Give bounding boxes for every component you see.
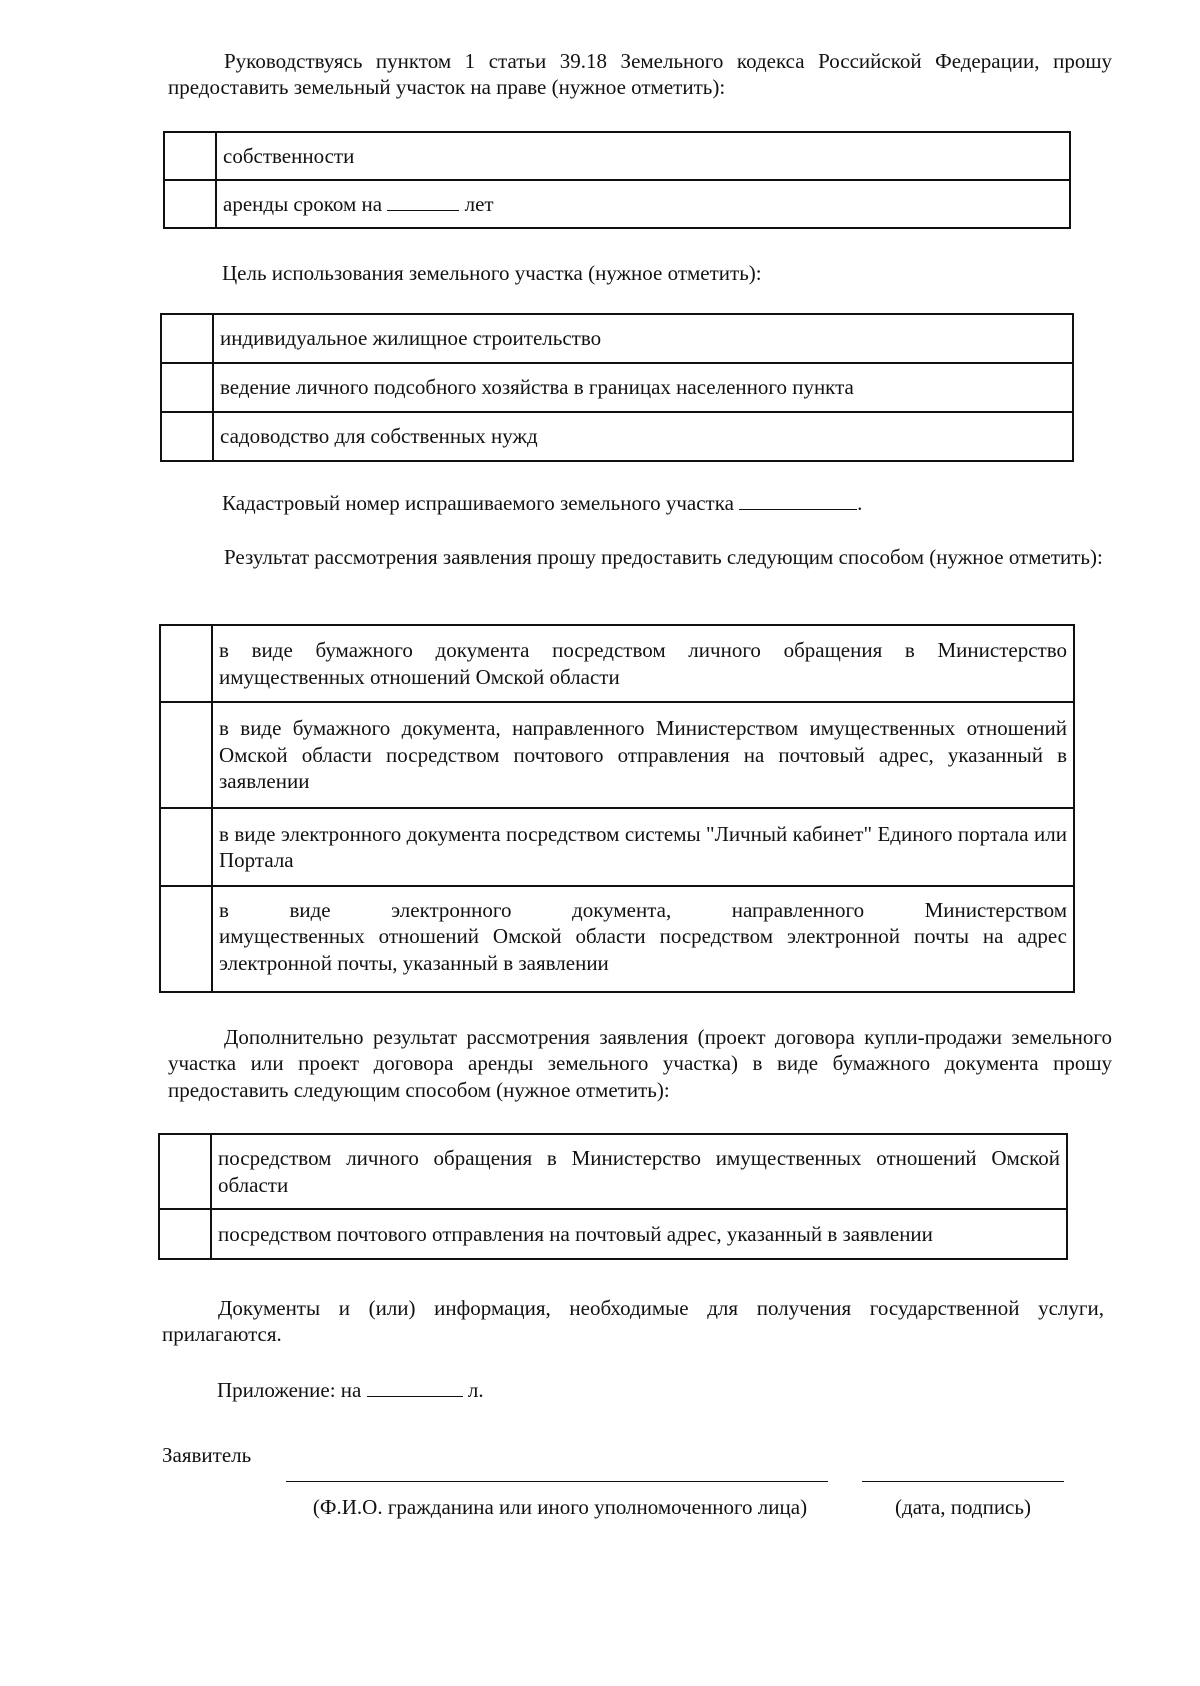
result-options-table <box>159 624 1075 993</box>
additional-option-label: посредством личного обращения в Министерство имущественных отношений Омской области <box>211 1134 1067 1209</box>
additional-checkbox-post[interactable] <box>159 1209 211 1259</box>
purpose-option-label: индивидуальное жилищное строительство <box>213 314 1073 363</box>
intro-paragraph: Руководствуясь пунктом 1 статьи 39.18 Земельного кодекса Российской Федерации, прошу предоставить земельный участок на праве (нужное отметить): <box>168 49 1112 100</box>
date-signature-caption: (дата, подпись) <box>895 1495 1031 1519</box>
attachment-suffix: л. <box>467 1378 484 1402</box>
result-heading: Результат рассмотрения заявления прошу предоставить следующим способом (нужное отметить): <box>224 545 1103 569</box>
purpose-options-table <box>160 313 1074 462</box>
cadastral-number-label: Кадастровый номер испрашиваемого земельного участка <box>222 491 734 515</box>
additional-checkbox-personal[interactable] <box>159 1134 211 1209</box>
additional-heading: Дополнительно результат рассмотрения заявления (проект договора купли-продажи земельного участка или проект договора аренды земельного участка) в виде бумажного документа прошу предоставить следующим способом (нужное отметить): <box>168 1025 1112 1102</box>
result-option-label: в виде бумажного документа посредством личного обращения в Министерство имущественных отношений Омской области <box>212 625 1074 702</box>
right-options-table <box>163 131 1071 229</box>
lease-option-suffix: лет <box>464 191 494 216</box>
result-checkbox-paper-personal[interactable] <box>160 625 212 702</box>
documents-note: Документы и (или) информация, необходимые для получения государственной услуги, прилагаются. <box>162 1296 1104 1347</box>
purpose-checkbox-garden[interactable] <box>161 412 213 461</box>
result-option-line: в виде электронного документа, направленного Министерством <box>219 898 1067 922</box>
result-option-label: в виде электронного документа посредством системы "Личный кабинет" Единого портала или Портала <box>212 808 1074 886</box>
purpose-checkbox-lph[interactable] <box>161 363 213 412</box>
additional-option-label: посредством почтового отправления на почтовый адрес, указанный в заявлении <box>211 1209 1067 1259</box>
lease-option <box>216 180 1070 228</box>
result-option-label: в виде бумажного документа, направленного Министерством имущественных отношений Омской области посредством почтового отправления на почтовый адрес, указанный в заявлении <box>212 702 1074 808</box>
result-checkbox-paper-post[interactable] <box>160 702 212 808</box>
result-option-rest: имущественных отношений Омской области посредством электронной почты на адрес электронной почты, указанный в заявлении <box>219 924 1067 975</box>
applicant-label: Заявитель <box>162 1443 252 1467</box>
attachment-line <box>217 1377 817 1403</box>
purpose-option-label: садоводство для собственных нужд <box>213 412 1073 461</box>
lease-checkbox[interactable] <box>164 180 216 228</box>
result-option-label <box>212 886 1074 992</box>
lease-option-prefix: аренды сроком на <box>223 191 383 216</box>
attachment-prefix: Приложение: на <box>217 1378 362 1402</box>
date-signature-line[interactable] <box>862 1481 1064 1482</box>
cadastral-number-field[interactable] <box>739 491 857 510</box>
lease-term-field[interactable] <box>387 192 459 211</box>
purpose-checkbox-ijs[interactable] <box>161 314 213 363</box>
ownership-option-label: собственности <box>216 132 1070 180</box>
result-checkbox-electronic-cabinet[interactable] <box>160 808 212 886</box>
attachment-pages-field[interactable] <box>367 1378 463 1397</box>
result-checkbox-electronic-email[interactable] <box>160 886 212 992</box>
additional-options-table <box>158 1133 1068 1260</box>
applicant-name-line[interactable] <box>286 1481 828 1482</box>
purpose-option-label: ведение личного подсобного хозяйства в границах населенного пункта <box>213 363 1073 412</box>
ownership-checkbox[interactable] <box>164 132 216 180</box>
purpose-heading: Цель использования земельного участка (нужное отметить): <box>222 261 762 285</box>
applicant-name-caption: (Ф.И.О. гражданина или иного уполномоченного лица) <box>312 1495 808 1519</box>
cadastral-number-line: Кадастровый номер испрашиваемого земельного участка . <box>222 491 863 515</box>
